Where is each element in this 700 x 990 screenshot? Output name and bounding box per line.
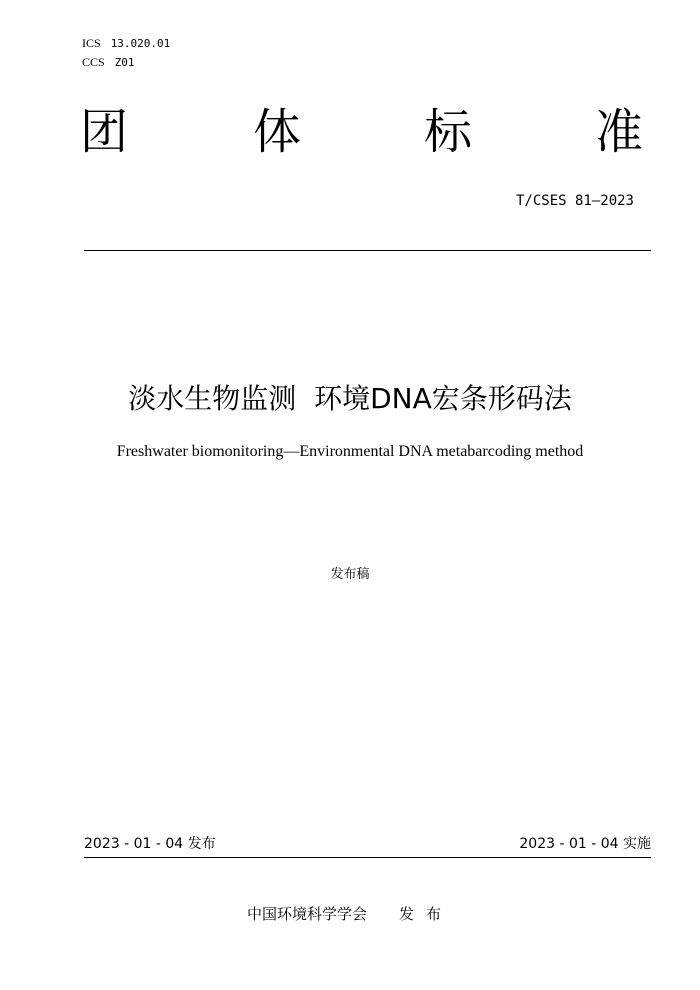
ccs-code: Z01	[114, 56, 135, 69]
implementation-date: 2023 - 01 - 04 实施	[519, 836, 651, 852]
ics-code: 13.020.01	[110, 37, 171, 50]
footer-divider	[84, 857, 651, 858]
issue-date: 2023 - 01 - 04 发布	[84, 836, 216, 852]
standard-type-char-3: 标	[424, 104, 473, 160]
standard-type-char-2: 体	[253, 104, 302, 160]
classification-codes	[82, 34, 170, 72]
standard-type-char-1: 团	[80, 104, 129, 160]
issuer-verb: 发布	[399, 905, 454, 923]
ics-label: ICS	[82, 36, 101, 50]
standard-number: T/CSES 81—2023	[515, 193, 634, 209]
ccs-label: CCS	[82, 55, 105, 69]
ics-line	[82, 34, 170, 53]
draft-stage-label: 发布稿	[330, 567, 370, 582]
ccs-line	[82, 53, 170, 72]
title-english: Freshwater biomonitoring—Environmental DNA metabarcoding method	[116, 443, 584, 460]
issuer-name: 中国环境科学学会	[246, 905, 367, 923]
issuer-line	[0, 903, 700, 925]
title-chinese: 淡水生物监测 环境DNA宏条形码法	[128, 382, 572, 415]
header-divider	[84, 250, 651, 251]
standard-type-char-4: 准	[595, 104, 644, 160]
